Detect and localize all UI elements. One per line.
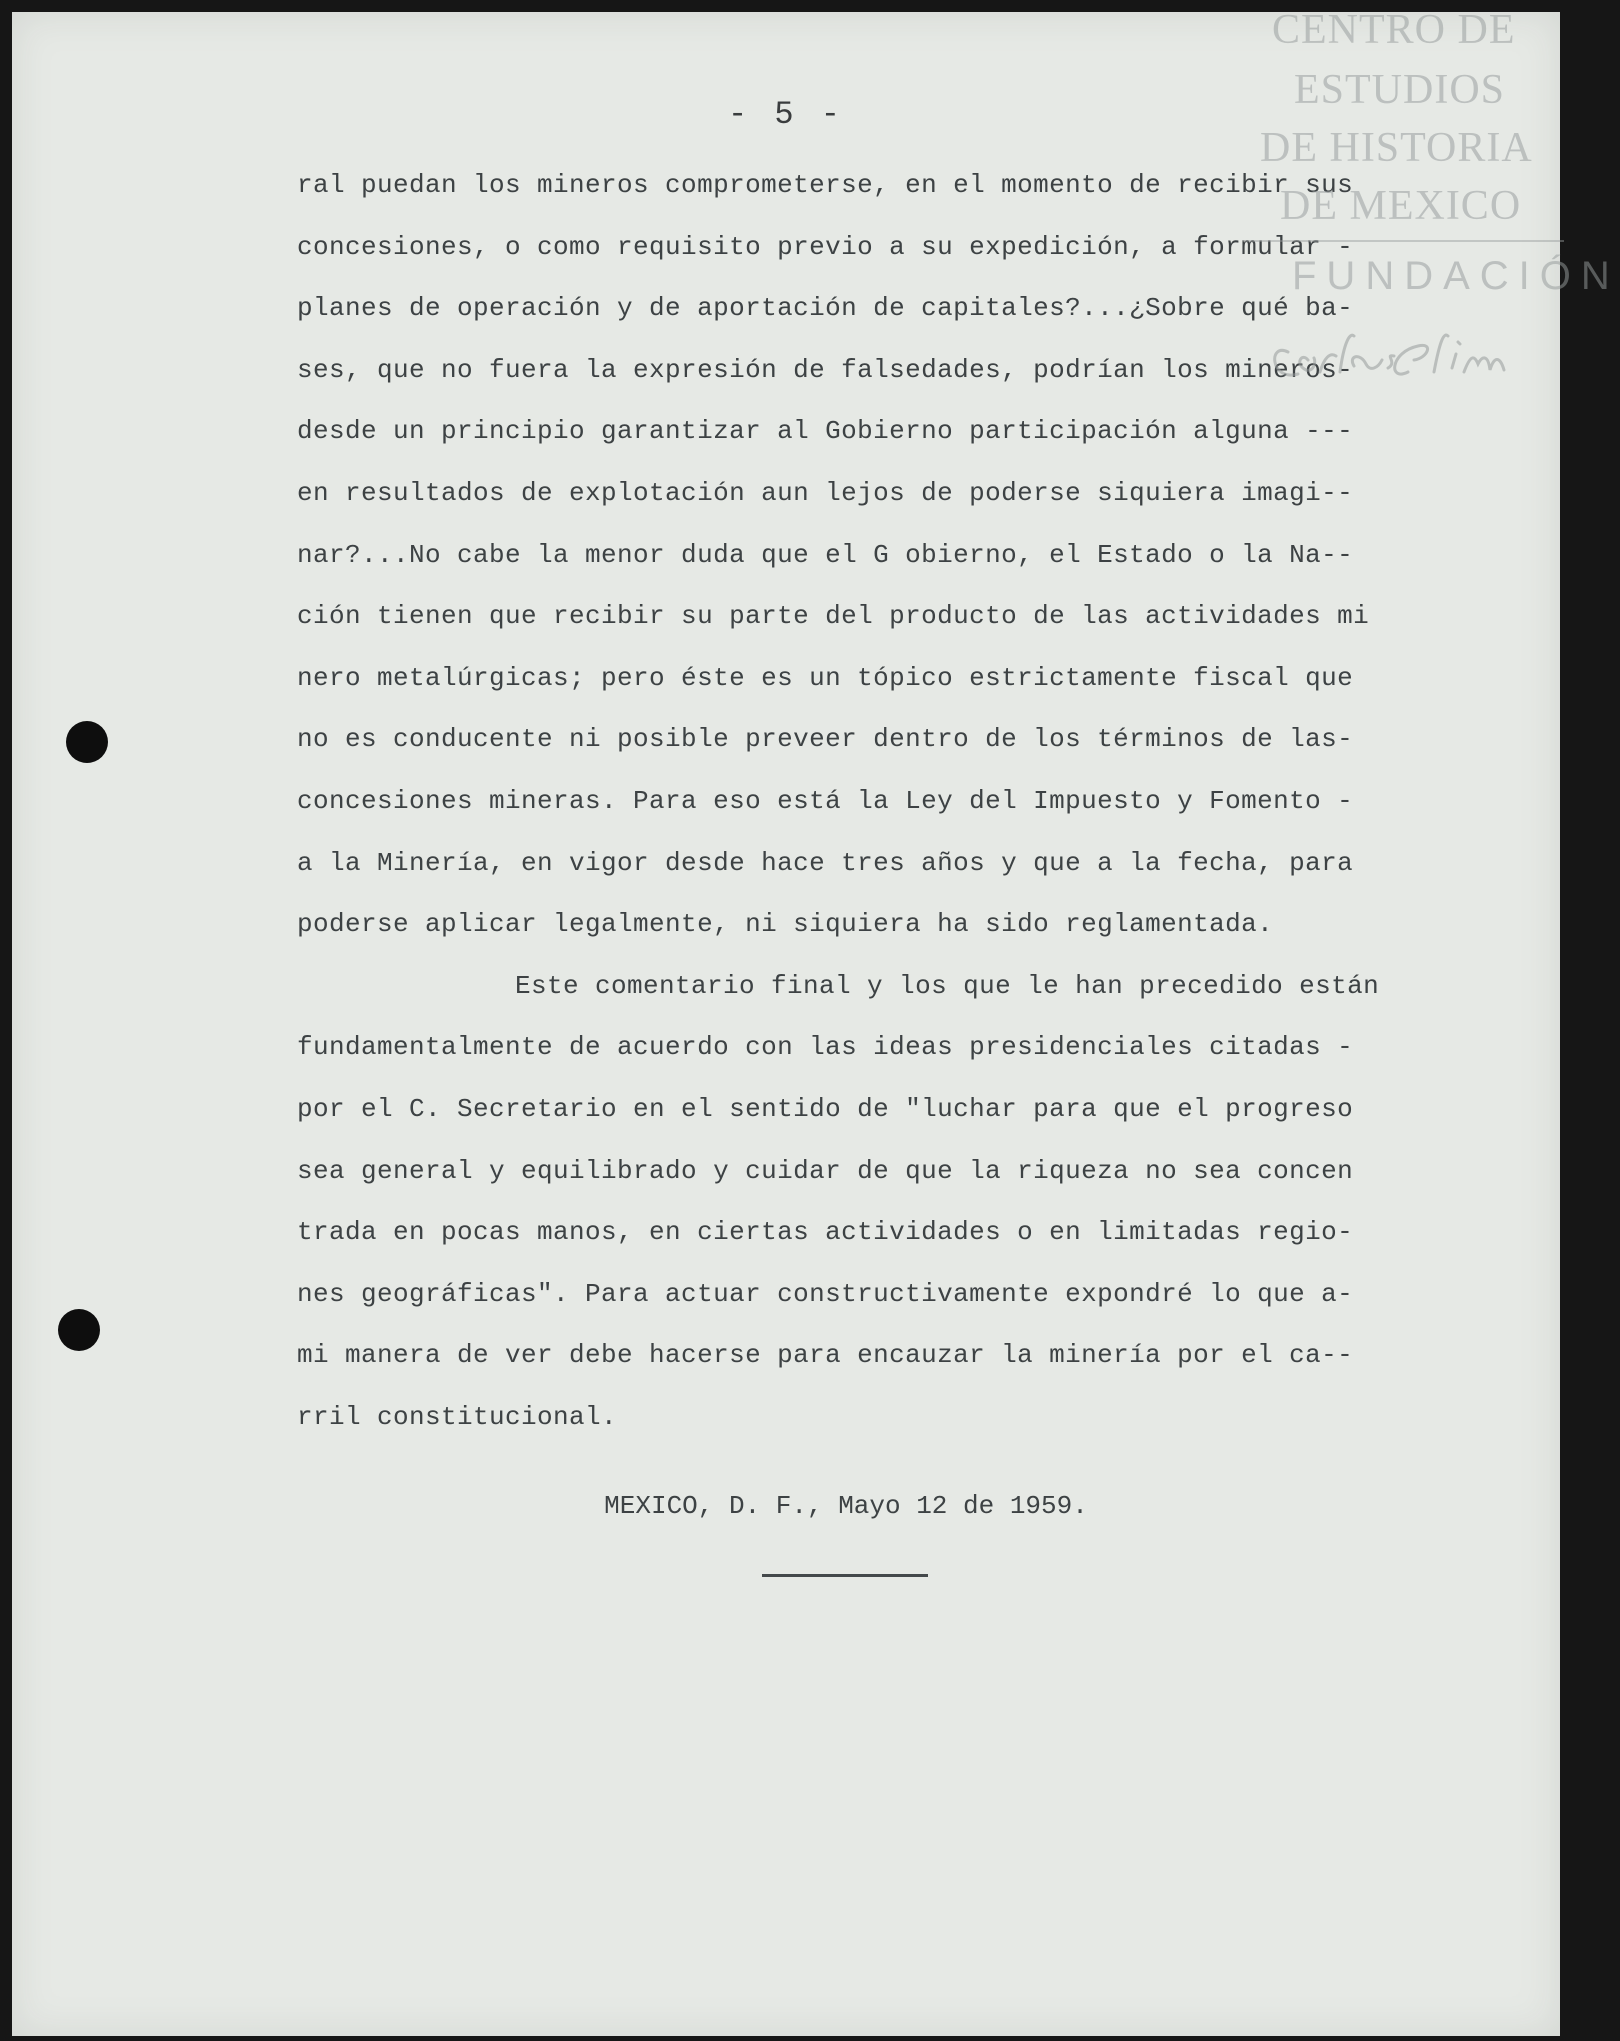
text-line: rril constitucional. xyxy=(297,1401,618,1432)
closing-rule xyxy=(762,1574,928,1577)
text-line: concesiones mineras. Para eso está la Ley del Impuesto y Fomento - xyxy=(297,785,1354,816)
watermark-line: ESTUDIOS xyxy=(1294,67,1506,113)
page-number: - 5 - xyxy=(727,96,844,133)
text-line: sea general y equilibrado y cuidar de que la riqueza no sea concen xyxy=(297,1155,1354,1186)
text-line: no es conducente ni posible preveer dentro de los términos de las- xyxy=(297,724,1354,755)
text-line: mi manera de ver debe hacerse para encauzar la minería por el ca-- xyxy=(297,1340,1354,1371)
punch-hole-upper xyxy=(66,721,108,763)
text-line: trada en pocas manos, en ciertas actividades o en limitadas regio- xyxy=(297,1217,1354,1248)
text-line: por el C. Secretario en el sentido de "luchar para que el progreso xyxy=(297,1093,1354,1124)
watermark-line: FUNDACIÓN xyxy=(1292,254,1620,298)
watermark-line: DE HISTORIA xyxy=(1260,125,1533,171)
text-line: ses, que no fuera la expresión de falsedades, podrían los mineros- xyxy=(297,354,1354,385)
text-line: a la Minería, en vigor desde hace tres años y que a la fecha, para xyxy=(297,847,1354,878)
watermark-line: CENTRO DE xyxy=(1272,7,1516,53)
text-line: desde un principio garantizar al Gobierno participación alguna --- xyxy=(297,416,1354,447)
document-page xyxy=(12,12,1560,2036)
text-line: nes geográficas". Para actuar constructivamente expondré lo que a- xyxy=(297,1278,1354,1309)
text-line: fundamentalmente de acuerdo con las ideas presidenciales citadas - xyxy=(297,1032,1354,1063)
punch-hole-lower xyxy=(58,1309,100,1351)
watermark-line: DE MEXICO xyxy=(1280,183,1522,229)
text-line: ral puedan los mineros comprometerse, en el momento de recibir sus xyxy=(297,170,1354,200)
dateline: MEXICO, D. F., Mayo 12 de 1959. xyxy=(604,1491,1088,1521)
body-text xyxy=(297,155,1517,1448)
text-line: en resultados de explotación aun lejos de poderse siquiera imagi-- xyxy=(297,477,1354,508)
text-line: poderse aplicar legalmente, ni siquiera ha sido reglamentada. xyxy=(297,909,1274,940)
text-line: nero metalúrgicas; pero éste es un tópico estrictamente fiscal que xyxy=(297,662,1354,693)
text-line: ción tienen que recibir su parte del producto de las actividades mi xyxy=(297,601,1370,632)
text-line: concesiones, o como requisito previo a su expedición, a formular - xyxy=(297,231,1354,262)
paragraph-start-line: Este comentario final y los que le han precedido están xyxy=(515,970,1380,1001)
text-line: nar?...No cabe la menor duda que el G obierno, el Estado o la Na-- xyxy=(297,539,1354,570)
text-line: planes de operación y de aportación de capitales?...¿Sobre qué ba- xyxy=(297,293,1354,324)
